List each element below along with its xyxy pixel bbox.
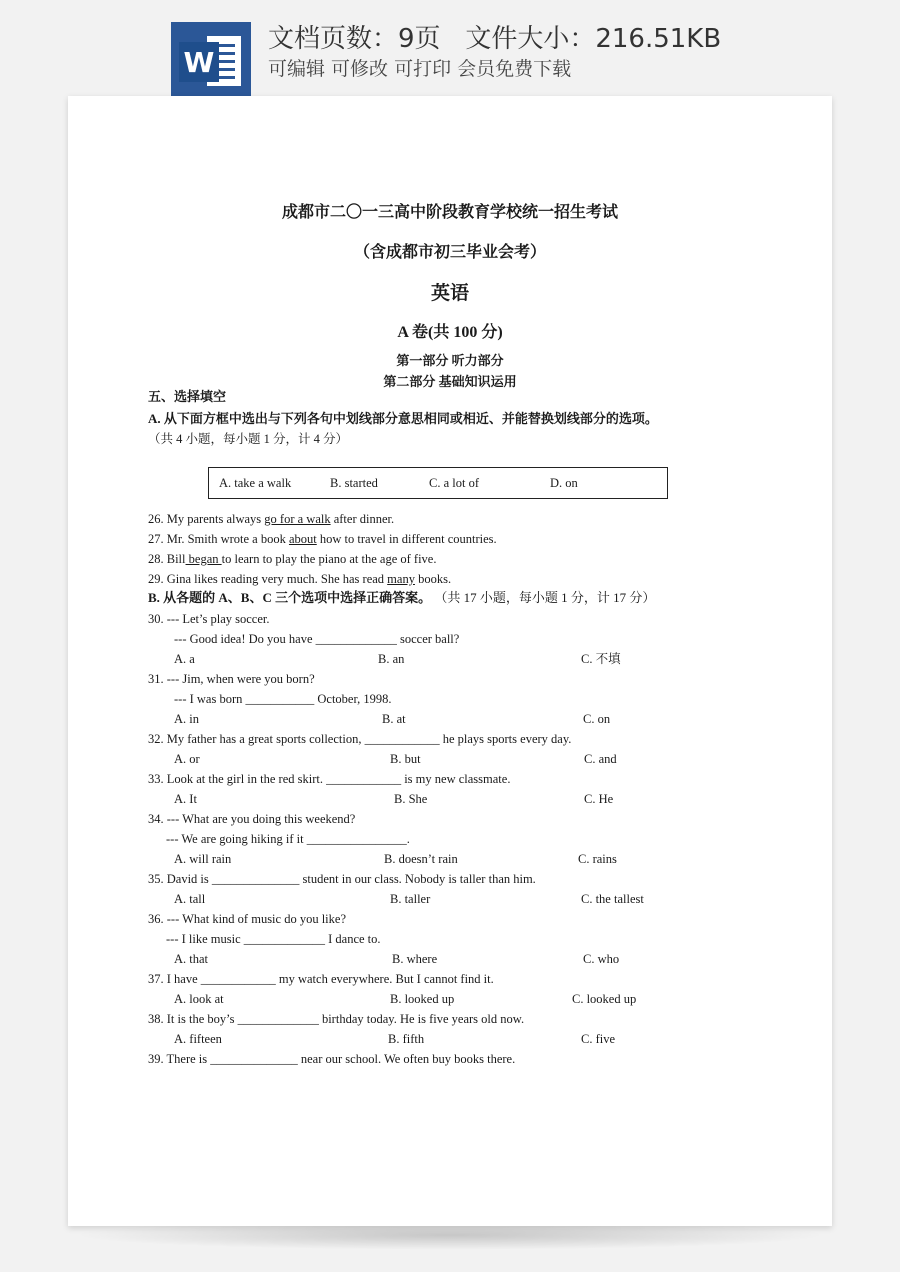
underlined-phrase: go for a walk — [264, 512, 331, 526]
option-a: A. fifteen — [174, 1032, 222, 1046]
section-b-note: （共 17 小题，每小题 1 分，计 17 分） — [434, 590, 656, 605]
question-36-line1: 36. --- What kind of music do you like? — [148, 912, 346, 926]
option-b: B. taller — [390, 892, 431, 906]
option-b: B. looked up — [390, 992, 455, 1006]
question-36-line2: --- I like music _____________ I dance to. — [166, 932, 381, 946]
underlined-phrase: began — [185, 552, 222, 566]
option-c: C. and — [584, 752, 617, 766]
option-b: B. She — [394, 792, 428, 806]
subject-heading: 英语 — [430, 283, 469, 304]
question-39: 39. There is ______________ near our school. We often buy books there. — [148, 1052, 516, 1066]
box-option: A. take a walk — [219, 476, 292, 490]
question-38: 38. It is the boy’s _____________ birthday today. He is five years old now. — [148, 1012, 525, 1026]
option-b: B. but — [390, 752, 421, 766]
option-a: A. that — [174, 952, 209, 966]
section-a-instruction — [148, 412, 658, 426]
question-33: 33. Look at the girl in the red skirt. ____________ is my new classmate. — [148, 772, 511, 786]
option-a: A. It — [174, 792, 197, 806]
option-c: C. rains — [578, 852, 617, 866]
option-c: C. looked up — [572, 992, 637, 1006]
doc-info-title: 文档页数：9页 文件大小：216.51KB — [268, 24, 722, 54]
question-35: 35. David is ______________ student in our class. Nobody is taller than him. — [148, 872, 536, 886]
option-a: A. in — [174, 712, 199, 726]
question-29: 29. Gina likes reading very much. She has read many books. — [148, 572, 452, 586]
section-b-text: 从各题的 A、B、C 三个选项中选择正确答案。 — [163, 590, 432, 605]
document-page — [68, 96, 832, 1226]
option-a: A. will rain — [174, 852, 232, 866]
question-37: 37. I have ____________ my watch everywhere. But I cannot find it. — [148, 972, 494, 986]
option-box — [208, 467, 668, 499]
section-a-label: A. — [148, 411, 161, 426]
option-b: B. at — [382, 712, 406, 726]
option-a: A. a — [174, 652, 195, 666]
question-27: 27. Mr. Smith wrote a book about how to travel in different countries. — [148, 532, 497, 546]
question-31-line2: --- I was born ___________ October, 1998. — [174, 692, 392, 706]
doc-info-subtitle: 可编辑 可修改 可打印 会员免费下载 — [268, 58, 572, 80]
option-b: B. where — [392, 952, 438, 966]
underlined-phrase: many — [387, 572, 415, 586]
part1-heading: 第一部分 听力部分 — [396, 353, 504, 368]
section-a-text: 从下面方框中选出与下列各句中划线部分意思相同或相近、并能替换划线部分的选项。 — [163, 411, 658, 426]
option-a: A. or — [174, 752, 200, 766]
question-34-line2: --- We are going hiking if it ________________. — [166, 832, 410, 846]
box-option: D. on — [550, 476, 578, 490]
section-a-note: （共 4 小题，每小题 1 分，计 4 分） — [148, 432, 349, 446]
option-c: C. who — [583, 952, 620, 966]
option-b: B. an — [378, 652, 405, 666]
box-option: B. started — [330, 476, 378, 490]
question-28: 28. Bill began to learn to play the piano at the age of five. — [148, 552, 437, 566]
question-30-line2: --- Good idea! Do you have _____________ soccer ball? — [174, 632, 460, 646]
option-c: C. He — [584, 792, 614, 806]
exam-subtitle: （含成都市初三毕业会考） — [353, 244, 546, 261]
option-a: A. tall — [174, 892, 206, 906]
question-30-line1: 30. --- Let’s play soccer. — [148, 612, 270, 626]
option-c: C. 不填 — [581, 652, 621, 666]
box-option: C. a lot of — [429, 476, 479, 490]
word-doc-icon — [171, 22, 251, 96]
exam-title: 成都市二〇一三高中阶段教育学校统一招生考试 — [281, 204, 618, 221]
question-34-line1: 34. --- What are you doing this weekend? — [148, 812, 356, 826]
section-b-label: B. — [148, 590, 160, 605]
underlined-phrase: about — [288, 532, 317, 546]
section-b-instruction — [148, 591, 655, 605]
download-banner — [0, 0, 900, 96]
word-letter-icon: W — [179, 42, 219, 82]
question-26: 26. My parents always go for a walk after dinner. — [148, 512, 395, 526]
option-a: A. look at — [174, 992, 224, 1006]
option-c: C. on — [583, 712, 611, 726]
part2-heading: 第二部分 基础知识运用 — [383, 374, 517, 389]
question-32: 32. My father has a great sports collection, ____________ he plays sports every day. — [148, 732, 572, 746]
section-five-heading: 五、选择填空 — [148, 389, 227, 404]
volume-heading: A 卷(共 100 分) — [397, 324, 503, 341]
option-c: C. the tallest — [581, 892, 644, 906]
option-c: C. five — [581, 1032, 616, 1046]
option-b: B. fifth — [388, 1032, 425, 1046]
option-b: B. doesn’t rain — [384, 852, 458, 866]
question-31-line1: 31. --- Jim, when were you born? — [148, 672, 315, 686]
